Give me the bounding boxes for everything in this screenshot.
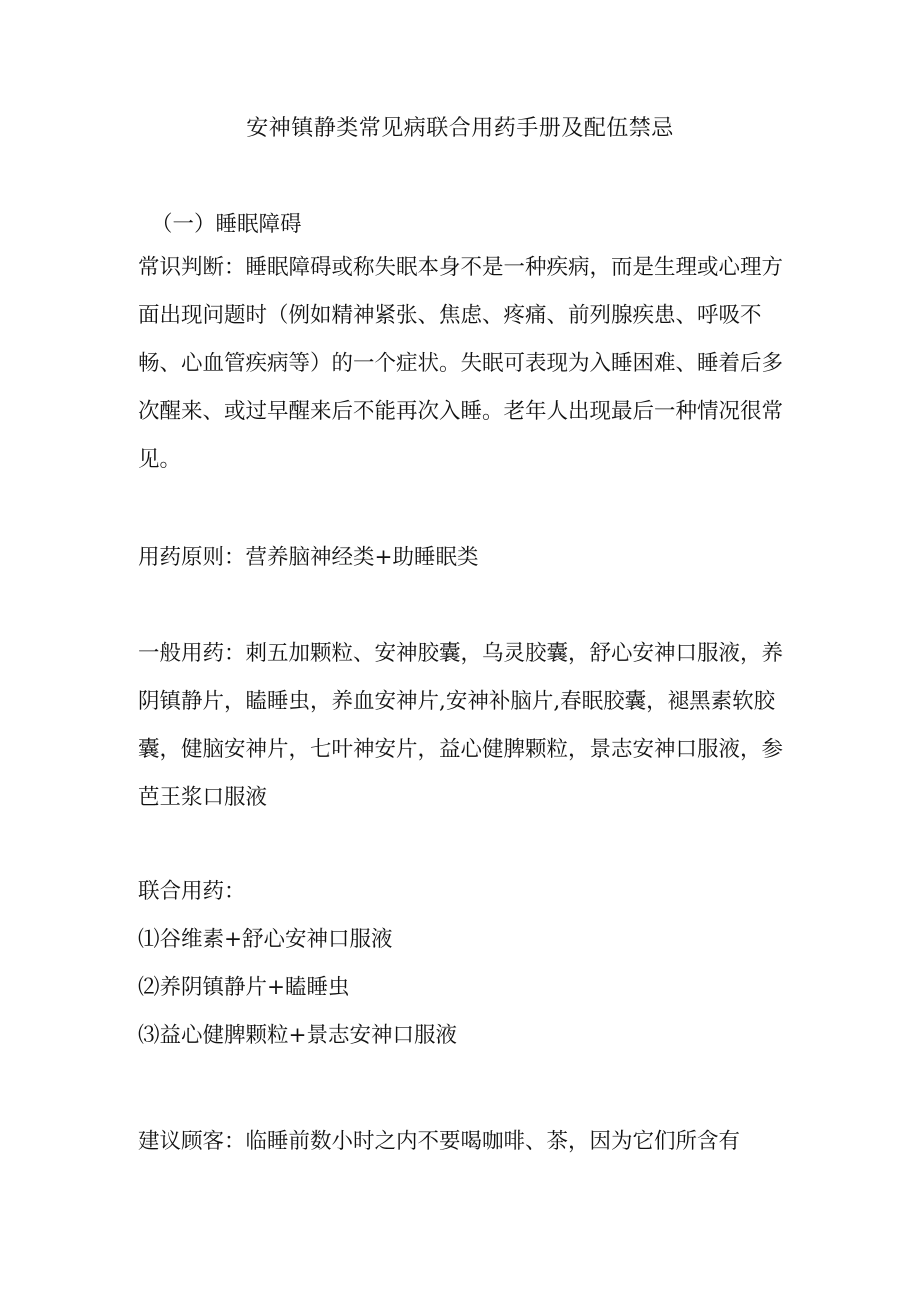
common-sense-paragraph: 常识判断：睡眠障碍或称失眠本身不是一种疾病，而是生理或心理方面出现问题时（例如精神紧张、焦虑、疼痛、前列腺疾患、呼吸不畅、心血管疾病等）的一个症状。失眠可表现为入睡困难、睡着后多次醒来、或过早醒来后不能再次入睡。老年人出现最后一种情况很常见。: [138, 255, 784, 472]
combination-item: ⑵养阴镇静片+瞌睡虫: [138, 975, 350, 1000]
combination-heading: 联合用药：: [138, 879, 246, 904]
document-title: 安神镇静类常见病联合用药手册及配伍禁忌: [246, 116, 674, 141]
section-heading: （一）睡眠障碍: [151, 212, 302, 237]
combination-section: [138, 868, 788, 1060]
general-drugs-paragraph: 一般用药：刺五加颗粒、安神胶囊，乌灵胶囊，舒心安神口服液，养阴镇静片，瞌睡虫，养血安神片,安神补脑片,春眠胶囊，褪黑素软胶囊，健脑安神片，七叶神安片，益心健脾颗粒，景志安神口服液，参芭王浆口服液: [138, 641, 784, 810]
combination-item: ⑶益心健脾颗粒+景志安神口服液: [138, 1023, 458, 1048]
advice-paragraph: 建议顾客：临睡前数小时之内不要喝咖啡、茶，因为它们所含有: [138, 1129, 741, 1154]
combination-item: ⑴谷维素+舒心安神口服液: [138, 927, 393, 952]
principle-paragraph: 用药原则：营养脑神经类+助睡眠类: [138, 545, 479, 570]
